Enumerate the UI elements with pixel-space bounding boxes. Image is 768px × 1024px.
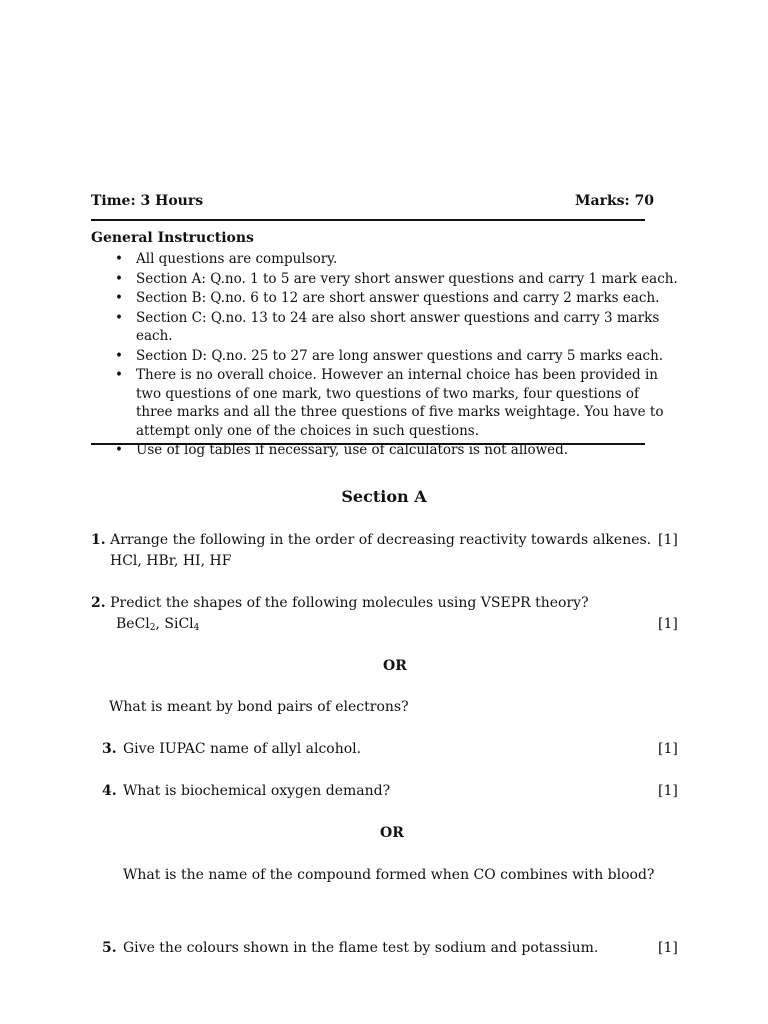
- instructions-divider: [91, 443, 645, 445]
- question-text: Arrange the following in the order of decreasing reactivity towards alkenes.: [110, 532, 652, 548]
- question-subtext: HCl, HBr, HI, HF: [110, 553, 232, 569]
- question-marks: [1]: [658, 741, 678, 757]
- or-label: OR: [383, 658, 407, 674]
- instruction-item: • Section C: Q.no. 13 to 24 are also short answer questions and carry 3 marks each.: [91, 309, 691, 346]
- question-text: Predict the shapes of the following molecules using VSEPR theory?: [110, 595, 589, 611]
- question-marks: [1]: [658, 783, 678, 799]
- marks-label: Marks: 70: [575, 193, 655, 209]
- question-number: 5.: [102, 940, 117, 956]
- question-number: 2.: [91, 595, 106, 611]
- question-number: 3.: [102, 741, 117, 757]
- question-number: 4.: [102, 783, 117, 799]
- instruction-item: • Section B: Q.no. 6 to 12 are short answer questions and carry 2 marks each.: [91, 289, 691, 308]
- molecule-formulas: BeCl$_2$, SiCl$_4$: [116, 616, 200, 633]
- instruction-item: • Section D: Q.no. 25 to 27 are long answer questions and carry 5 marks each.: [91, 347, 691, 366]
- question-text: Give IUPAC name of allyl alcohol.: [123, 741, 362, 757]
- question-1: [91, 532, 651, 548]
- header-divider: [91, 219, 645, 221]
- instruction-item: • All questions are compulsory.: [91, 250, 691, 269]
- instruction-item: • There is no overall choice. However an internal choice has been provided in two questions of one mark, two questions of two marks, four questions of three marks and all the three questions of five marks weightage. You have to attempt only one of the choices in such questions.: [91, 366, 676, 440]
- question-marks: [1]: [658, 940, 678, 956]
- alternative-question: What is the name of the compound formed when CO combines with blood?: [123, 867, 655, 883]
- question-marks: [1]: [658, 616, 678, 632]
- or-label: OR: [380, 825, 404, 841]
- question-marks: [1]: [658, 532, 678, 548]
- question-text: Give the colours shown in the flame test by sodium and potassium.: [123, 940, 599, 956]
- question-number: 1.: [91, 532, 106, 548]
- instructions-title: General Instructions: [91, 230, 254, 246]
- time-label: Time: 3 Hours: [91, 193, 204, 209]
- question-text: What is biochemical oxygen demand?: [123, 783, 391, 799]
- instruction-item: • Use of log tables if necessary, use of calculators is not allowed.: [91, 441, 691, 460]
- instruction-item: • Section A: Q.no. 1 to 5 are very short answer questions and carry 1 mark each.: [91, 270, 691, 289]
- section-title: Section A: [341, 487, 427, 506]
- question-2: [91, 595, 589, 611]
- instructions-list: [91, 250, 691, 460]
- alternative-question: What is meant by bond pairs of electrons?: [109, 699, 409, 715]
